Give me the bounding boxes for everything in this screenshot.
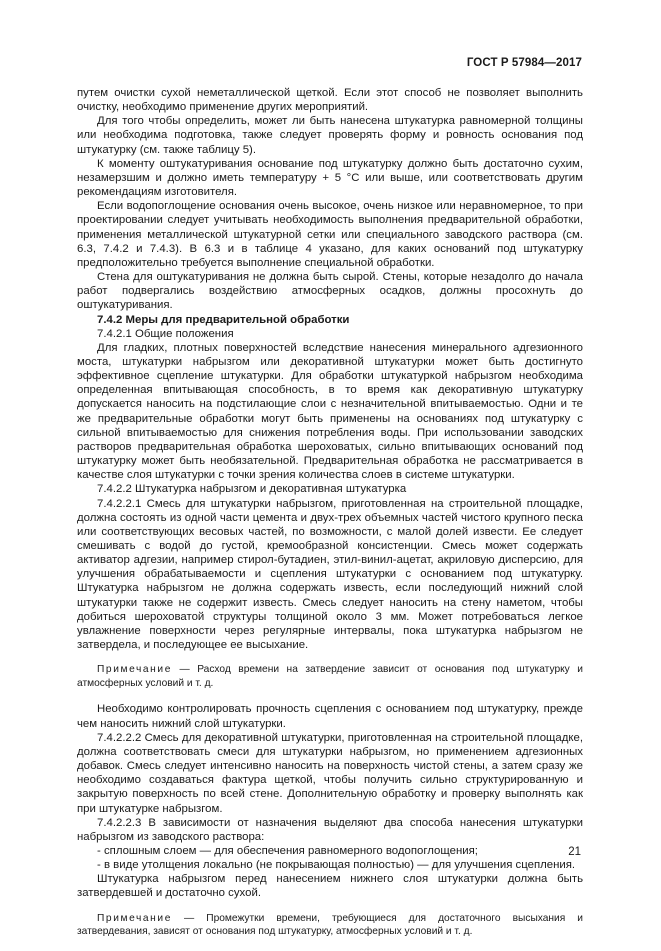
note-text: — Промежутки времени, требующиеся для достаточного высыхания и затвердевания, зависят от основания под штукатурку, атмосферных условий и т. д. xyxy=(77,912,583,938)
paragraph: К моменту оштукатуривания основание под штукатурку должно быть достаточно сухим, незамерзшим и должно иметь температуру + 5 °С или выше, или соответствовать другим рекомендациям изготовителя. xyxy=(77,157,583,199)
paragraph: Стена для оштукатуривания не должна быть сырой. Стены, которые незадолго до начала работ подвергались воздействию атмосферных осадков, должны просохнуть до оштукатуривания. xyxy=(77,271,583,312)
paragraph: 7.4.2.2.2 Смесь для декоративной штукатурки, приготовленная на строительной площадке, должна соответствовать смеси для штукатурки набрызгом, но применением адгезионных добавок. Смесь следует интенсивно наносить на поверхность чистой стены, а затем сразу же необходимо создаваться фактура щеткой, чтобы получить сильно структурированную и закрытую поверхность по всей стене. Дополнительную обработку и проверку выполнять как при штукатурке набрызгом. xyxy=(77,731,583,815)
list-item: - сплошным слоем — для обеспечения равномерного водопоглощения; xyxy=(97,845,478,857)
paragraph: путем очистки сухой неметаллической щеткой. Если этот способ не позволяет выполнить очистку, необходимо применение других мероприятий. xyxy=(77,87,583,114)
note-label: Примечание xyxy=(97,664,172,676)
paragraph: 7.4.2.2.3 В зависимости от назначения выделяют два способа нанесения штукатурки набрызгом из заводского раствора: xyxy=(77,816,583,843)
list-item: - в виде утолщения локально (не покрывающая полностью) — для улучшения сцепления. xyxy=(97,859,576,872)
paragraph: Для гладких, плотных поверхностей вследствие нанесения минерального адгезионного моста, штукатурки набрызгом или декоративной штукатурки может быть достигнуто эффективное сцепление штукатурки. Для обработки штукатуркой набрызгом необходима определенная впитывающая способность, в то время как декоративную штукатурку допускается наносить на подстилающие слои с незначительной впитываемостью. Одни и те же предварительные обработки могут быть применены на основаниях под штукатурку с сильной впитываемостью для снижения потребления воды. При использовании заводских растворов предварительная обработка шероховатых, сильно впитывающих оснований под штукатурку может быть необязательной. Предварительная обработка не рассматривается в качестве слоя штукатурки с точки зрения количества слоев в системе штукатурки. xyxy=(77,341,583,482)
paragraph: Необходимо контролировать прочность сцепления с основанием под штукатурку, прежде чем наносить нижний слой штукатурки. xyxy=(77,703,583,730)
document-body xyxy=(77,86,583,951)
document-header-id: ГОСТ Р 57984—2017 xyxy=(466,57,582,69)
paragraph: Если водопоглощение основания очень высокое, очень низкое или неравномерное, то при проектировании следует учитывать необходимость выполнения предварительной обработки, применения металлической штукатурной сетки или специального заводского раствора (см. 6.3, 7.4.2 и 7.4.3). В 6.3 и в таблице 4 указано, для каких оснований под штукатурку предположительно требуется выполнение специальной обработки. xyxy=(77,200,583,269)
section-heading: 7.4.2 Меры для предварительной обработки xyxy=(97,313,350,326)
paragraph: Штукатурка набрызгом перед нанесением нижнего слоя штукатурки должна быть затвердевшей и достаточно сухой. xyxy=(77,873,583,900)
note-text: — Расход времени на затвердение зависит от основания под штукатурку и атмосферных условий и т. д. xyxy=(77,664,583,689)
subsection-heading: 7.4.2.2 Штукатурка набрызгом и декоративная штукатурка xyxy=(97,483,407,496)
paragraph: Для того чтобы определить, может ли быть нанесена штукатурка равномерной толщины или необходима подготовка, также следует проверять форму и ровность основания под штукатурку (см. также таблицу 5). xyxy=(77,115,583,156)
note xyxy=(77,663,583,690)
subsection-heading: 7.4.2.1 Общие положения xyxy=(97,327,234,340)
paragraph: 7.4.2.2.1 Смесь для штукатурки набрызгом, приготовленная на строительной площадке, должна состоять из одной части цемента и двух-трех объемных частей чистого крупного песка или соответствующих весовых частей, по возможности, с малой долей извести. Ее следует смешивать с водой до густой, кремообразной консистенции. Смесь может содержать активатор адгезии, например стирол-бутадиен, этил-винил-ацетат, акриловую дисперсию, для улучшения обрабатываемости и сцепления штукатурки с основанием под штукатурку. Штукатурка набрызгом не должна содержать известь, если последующий нижний слой штукатурки также не содержит известь. Смесь следует наносить на стену наметом, чтобы добиться шероховатой структуры толщиной около 3 мм. Может потребоваться легкое увлажнение поверхности через регулярные интервалы, пока штукатурка набрызгом не затвердела, и последующее ее высыхание. xyxy=(77,497,583,652)
note-label: Примечание xyxy=(97,912,172,924)
page-number: 21 xyxy=(568,846,581,858)
